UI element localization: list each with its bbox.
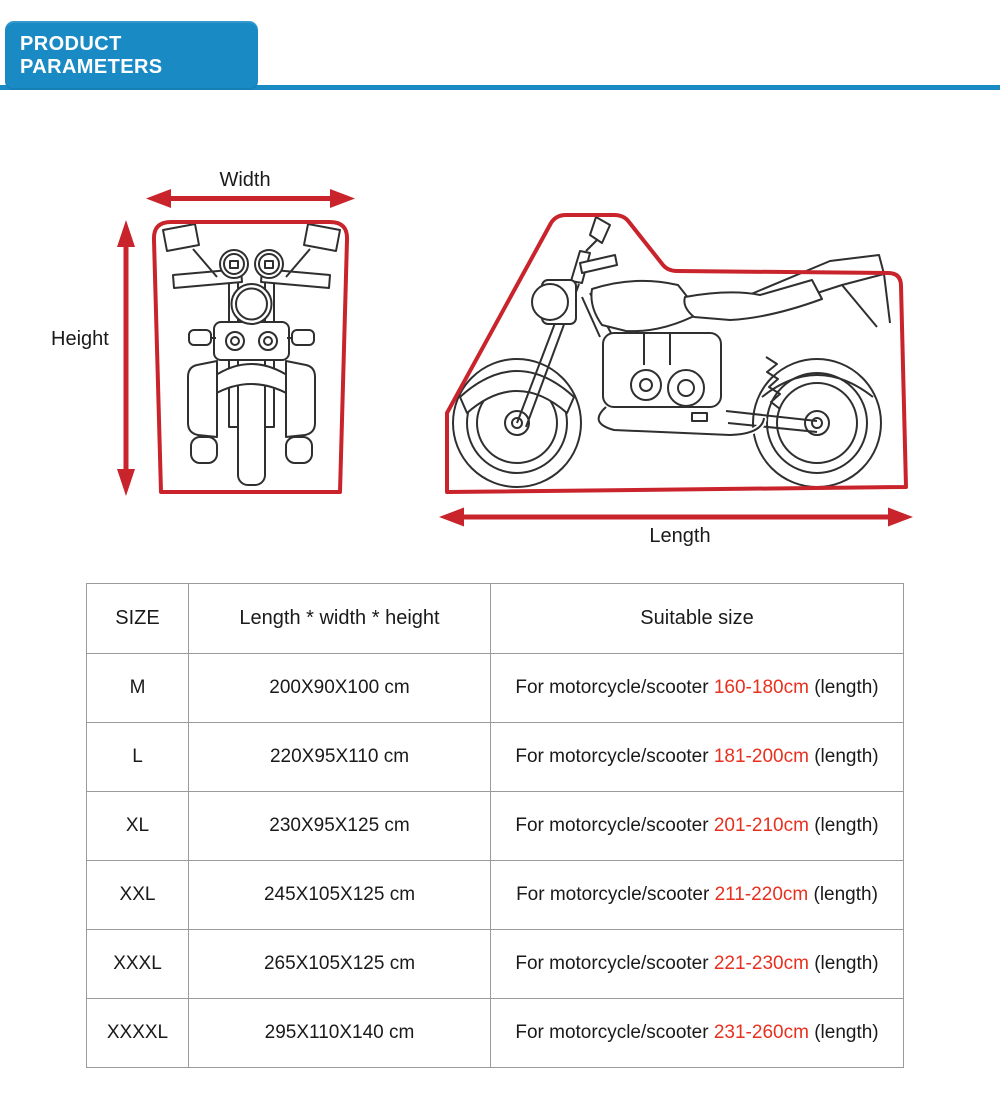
suitable-suffix: (length) <box>808 746 879 767</box>
suitable-cell <box>491 792 904 861</box>
suitable-suffix: (length) <box>808 953 879 974</box>
suitable-range: 201-210cm <box>713 815 809 836</box>
size-cell: XXXXL <box>87 999 189 1068</box>
suitable-range: 181-200cm <box>713 746 809 767</box>
column-header-suitable: Suitable size <box>491 584 904 654</box>
height-arrow-icon <box>117 220 135 496</box>
column-header-size: SIZE <box>87 584 189 654</box>
front-view-diagram <box>45 165 375 560</box>
suitable-range: 221-230cm <box>713 953 809 974</box>
dimensions-cell: 265X105X125 cm <box>189 930 491 999</box>
motorcycle-front-art <box>163 224 340 485</box>
dimensions-cell: 200X90X100 cm <box>189 654 491 723</box>
size-cell: XL <box>87 792 189 861</box>
suitable-cell <box>491 654 904 723</box>
suitable-range: 211-220cm <box>714 884 809 905</box>
table-row <box>87 723 904 792</box>
table-row <box>87 861 904 930</box>
suitable-prefix: For motorcycle/scooter <box>516 884 715 905</box>
size-table <box>86 583 904 1068</box>
size-cell: L <box>87 723 189 792</box>
column-header-dimensions: Length * width * height <box>189 584 491 654</box>
suitable-cell <box>491 723 904 792</box>
table-row <box>87 999 904 1068</box>
suitable-range: 231-260cm <box>713 1022 809 1043</box>
length-label: Length <box>649 525 711 547</box>
table-row <box>87 930 904 999</box>
dimensions-cell: 295X110X140 cm <box>189 999 491 1068</box>
suitable-cell <box>491 999 904 1068</box>
suitable-prefix: For motorcycle/scooter <box>515 746 714 767</box>
dimensions-cell: 245X105X125 cm <box>189 861 491 930</box>
motorcycle-side-art <box>453 217 890 487</box>
dimensions-cell: 230X95X125 cm <box>189 792 491 861</box>
suitable-cell <box>491 930 904 999</box>
length-arrow-icon <box>439 508 913 527</box>
size-cell: M <box>87 654 189 723</box>
suitable-suffix: (length) <box>808 815 879 836</box>
size-cell: XXXL <box>87 930 189 999</box>
suitable-prefix: For motorcycle/scooter <box>515 1022 714 1043</box>
table-row <box>87 654 904 723</box>
dimensions-cell: 220X95X110 cm <box>189 723 491 792</box>
suitable-suffix: (length) <box>808 884 878 905</box>
size-cell: XXL <box>87 861 189 930</box>
table-header-row <box>87 584 904 654</box>
height-label: Height <box>51 328 109 350</box>
side-view-drawing <box>430 185 930 560</box>
page-title: PRODUCT PARAMETERS <box>20 32 163 78</box>
suitable-cell <box>491 861 904 930</box>
table-row <box>87 792 904 861</box>
front-view-drawing <box>45 165 375 560</box>
suitable-prefix: For motorcycle/scooter <box>515 815 714 836</box>
suitable-range: 160-180cm <box>713 677 809 698</box>
side-view-diagram <box>430 185 930 560</box>
width-label: Width <box>219 169 271 191</box>
suitable-prefix: For motorcycle/scooter <box>515 677 714 698</box>
suitable-suffix: (length) <box>808 677 879 698</box>
suitable-suffix: (length) <box>808 1022 879 1043</box>
section-header-tab <box>5 21 258 90</box>
suitable-prefix: For motorcycle/scooter <box>515 953 714 974</box>
